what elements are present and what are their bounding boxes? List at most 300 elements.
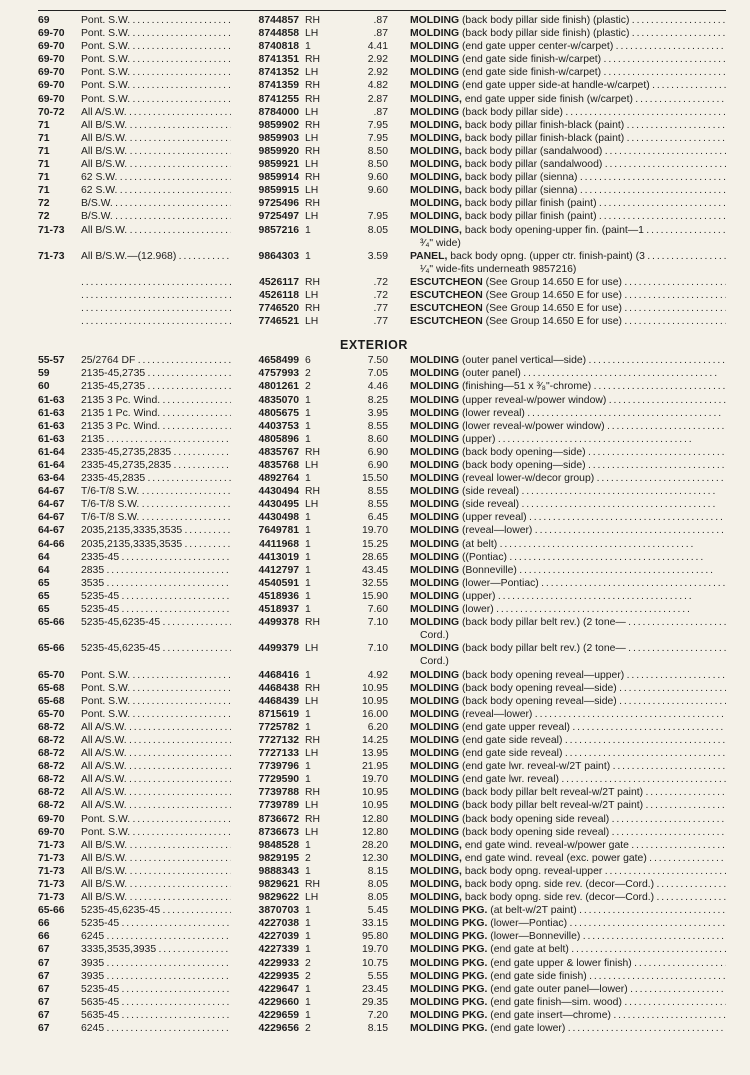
quantity-cell: LH xyxy=(305,67,319,79)
description-line xyxy=(410,93,726,106)
price-cell: 8.05 xyxy=(367,892,388,904)
description-line xyxy=(410,852,726,865)
quantity-cell: 1 xyxy=(305,538,311,550)
description-line xyxy=(410,459,726,472)
part-description: (reveal lower-w/decor group) xyxy=(461,473,595,485)
part-description: back body pillar (sienna) xyxy=(464,185,578,197)
model-cell: T/6-T/8 S.W. . . . xyxy=(81,485,231,498)
price-cell: 10.95 xyxy=(361,800,388,812)
description-line xyxy=(410,538,726,551)
model-cell: All B/S.W. . . . xyxy=(81,878,231,891)
parts-row xyxy=(0,420,750,433)
model-cell: 5635-45 . . . xyxy=(81,1009,231,1022)
part-number-cell: 9859915 xyxy=(258,185,299,197)
part-name: MOLDING xyxy=(410,41,460,53)
part-name: MOLDING PKG. xyxy=(410,996,488,1008)
part-number-cell: 9859920 xyxy=(258,145,299,157)
model-cell: All A/S.W. . . . xyxy=(81,734,231,747)
description-cell xyxy=(410,498,726,511)
model-cell: T/6-T/8 S.W. . . . xyxy=(81,498,231,511)
part-description: (back body pillar belt reveal-w/2T paint) xyxy=(461,787,644,799)
part-number-cell: 9725496 xyxy=(258,198,299,210)
year-cell: 67 xyxy=(38,944,50,956)
part-description: (See Group 14.650 E for use) xyxy=(485,303,622,315)
quantity-cell: 1 xyxy=(305,250,311,262)
quantity-cell: 2 xyxy=(305,970,311,982)
quantity-cell: 1 xyxy=(305,41,311,53)
year-cell: 71-73 xyxy=(38,852,65,864)
model-cell: All B/S.W. . . . xyxy=(81,852,231,865)
part-name: MOLDING xyxy=(410,394,460,406)
model-cell: All B/S.W. . . . xyxy=(81,158,231,171)
part-number-cell: 4227038 xyxy=(258,918,299,930)
model-cell: All B/S.W. . . . xyxy=(81,224,231,237)
description-cell xyxy=(410,551,726,564)
description-line xyxy=(410,485,726,498)
parts-row xyxy=(0,276,750,289)
description-line xyxy=(410,14,726,27)
description-line xyxy=(410,996,726,1009)
parts-row xyxy=(0,14,750,27)
part-description: (See Group 14.650 E for use) xyxy=(485,276,622,288)
price-cell: 33.15 xyxy=(361,918,388,930)
price-cell: 7.95 xyxy=(367,211,388,223)
year-cell: 65-66 xyxy=(38,617,65,629)
parts-row xyxy=(0,79,750,92)
quantity-cell: LH xyxy=(305,695,319,707)
description-cell xyxy=(410,878,726,891)
quantity-cell: LH xyxy=(305,132,319,144)
part-number-cell: 4430498 xyxy=(258,512,299,524)
part-description: (back body opening side reveal) xyxy=(461,826,610,838)
parts-row xyxy=(0,524,750,537)
description-cell xyxy=(410,79,726,92)
model-cell: 2135 3 Pc. Wind. . . . xyxy=(81,394,231,407)
part-name: MOLDING, xyxy=(410,879,462,890)
year-cell: 67 xyxy=(38,983,50,995)
year-cell: 71 xyxy=(38,159,50,171)
year-cell: 71-73 xyxy=(38,250,65,262)
section-gap xyxy=(0,328,750,336)
description-line xyxy=(410,760,726,773)
quantity-cell: 1 xyxy=(305,407,311,419)
description-line xyxy=(410,564,726,577)
part-number-cell: 7739796 xyxy=(258,761,299,773)
parts-row xyxy=(0,957,750,970)
price-cell: 6.90 xyxy=(367,460,388,471)
model-cell: All A/S.W. . . . xyxy=(81,799,231,812)
quantity-cell: 1 xyxy=(305,996,311,1008)
model-cell xyxy=(81,302,231,315)
description-line xyxy=(410,276,726,289)
model-cell: All B/S.W. . . . xyxy=(81,132,231,145)
part-name: MOLDING xyxy=(410,551,460,563)
price-cell: 10.95 xyxy=(361,682,388,694)
part-number-cell: 4229647 xyxy=(258,983,299,995)
quantity-cell: 1 xyxy=(305,224,311,236)
model-cell: Pont. S.W. . . . xyxy=(81,682,231,695)
price-cell: 4.41 xyxy=(367,41,388,53)
model-cell: 3935 . . . xyxy=(81,970,231,983)
price-cell: 28.65 xyxy=(361,551,388,563)
year-cell: 64-67 xyxy=(38,486,65,498)
part-name: MOLDING xyxy=(410,734,460,746)
description-line xyxy=(410,394,726,407)
part-description: (lower—Bonneville) xyxy=(490,931,581,943)
part-name: MOLDING xyxy=(410,708,460,720)
description-cell xyxy=(410,40,726,53)
part-name: MOLDING PKG. xyxy=(410,957,488,969)
price-cell: 6.90 xyxy=(367,446,388,458)
price-cell: 10.75 xyxy=(361,957,388,969)
price-cell: 4.82 xyxy=(367,80,388,92)
part-description: (back body opening side reveal) xyxy=(461,813,610,825)
model-cell: 2335-45,2735,2835 . . . xyxy=(81,446,231,459)
year-cell: 69-70 xyxy=(38,80,65,92)
part-number-cell: 4430494 xyxy=(258,486,299,498)
part-description: (lower reveal) xyxy=(461,407,525,419)
price-cell: 7.95 xyxy=(367,132,388,144)
model-cell xyxy=(81,276,231,289)
part-number-cell: 7739789 xyxy=(258,800,299,812)
model-cell: 2135 1 Pc. Wind. . . . xyxy=(81,407,231,420)
description-line xyxy=(410,695,726,708)
quantity-cell: LH xyxy=(305,460,319,471)
part-number-cell: 4430495 xyxy=(258,499,299,511)
price-cell: 8.55 xyxy=(367,420,388,432)
part-name: MOLDING xyxy=(410,420,460,432)
model-cell: Pont. S.W. . . . xyxy=(81,695,231,708)
price-cell: .72 xyxy=(373,289,388,301)
parts-row xyxy=(0,983,750,996)
year-cell: 65 xyxy=(38,604,50,616)
price-cell: .87 xyxy=(373,15,388,26)
description-cell xyxy=(410,930,726,943)
parts-row xyxy=(0,40,750,53)
description-line xyxy=(410,380,726,393)
year-cell: 64-66 xyxy=(38,538,65,550)
part-number-cell: 7746520 xyxy=(258,303,299,315)
description-line xyxy=(410,315,726,328)
price-cell: .87 xyxy=(373,28,388,40)
parts-row xyxy=(0,970,750,983)
part-name: MOLDING xyxy=(410,538,460,550)
description-line xyxy=(410,420,726,433)
description-cell xyxy=(410,852,726,865)
description-line xyxy=(410,210,726,223)
model-cell: All B/S.W.—(12.968) . . . xyxy=(81,250,231,263)
year-cell: 68-72 xyxy=(38,734,65,746)
parts-row xyxy=(0,145,750,158)
price-cell: 12.80 xyxy=(361,826,388,838)
parts-row xyxy=(0,917,750,930)
part-number-cell: 4468439 xyxy=(258,695,299,707)
description-cell xyxy=(410,865,726,878)
part-description: back body pillar finish (paint) xyxy=(464,211,597,223)
price-cell: 8.55 xyxy=(367,486,388,498)
description-cell xyxy=(410,943,726,956)
year-cell: 61-63 xyxy=(38,394,65,406)
part-name: MOLDING PKG. xyxy=(410,970,488,982)
description-line xyxy=(410,747,726,760)
part-name: MOLDING, xyxy=(410,159,462,171)
description-cell xyxy=(410,747,726,760)
description-cell xyxy=(410,132,726,145)
parts-row xyxy=(0,603,750,616)
price-cell: 7.05 xyxy=(367,368,388,380)
part-number-cell: 9848528 xyxy=(258,839,299,851)
part-description: (back body pillar side) xyxy=(461,106,564,118)
part-name: MOLDING xyxy=(410,643,460,655)
year-cell: 68-72 xyxy=(38,787,65,799)
model-cell xyxy=(81,289,231,302)
model-cell: All B/S.W. . . . xyxy=(81,839,231,852)
model-cell: 2135 3 Pc. Wind. . . . xyxy=(81,420,231,433)
model-cell: All A/S.W. . . . xyxy=(81,773,231,786)
parts-row xyxy=(0,721,750,734)
parts-row xyxy=(0,197,750,210)
model-cell: Pont. S.W. . . . xyxy=(81,826,231,839)
parts-row xyxy=(0,826,750,839)
year-cell: 65-70 xyxy=(38,669,65,681)
price-cell: 8.50 xyxy=(367,159,388,171)
part-name: MOLDING xyxy=(410,604,460,616)
year-cell: 64-67 xyxy=(38,499,65,511)
part-description: (lower—Pontiac) xyxy=(490,918,568,930)
price-cell: 16.00 xyxy=(361,708,388,720)
description-cell xyxy=(410,590,726,603)
quantity-cell: LH xyxy=(305,28,319,40)
part-number-cell: 4805675 xyxy=(258,407,299,419)
parts-row xyxy=(0,760,750,773)
quantity-cell: 1 xyxy=(305,394,311,406)
part-description: back body pillar finish (paint) xyxy=(464,198,597,210)
part-number-cell: 7727133 xyxy=(258,748,299,760)
part-number-cell: 4229933 xyxy=(258,957,299,969)
parts-row xyxy=(0,302,750,315)
model-cell: 5635-45 . . . xyxy=(81,996,231,1009)
year-cell: 69-70 xyxy=(38,813,65,825)
description-line xyxy=(410,66,726,79)
quantity-cell: 2 xyxy=(305,381,311,393)
parts-row xyxy=(0,485,750,498)
part-description: (outer panel vertical—side) xyxy=(461,355,587,367)
quantity-cell: RH xyxy=(305,486,321,498)
year-cell: 67 xyxy=(38,1023,50,1035)
model-cell: 5235-45 . . . xyxy=(81,603,231,616)
parts-row xyxy=(0,773,750,786)
part-description: ((Pontiac) xyxy=(461,551,507,563)
model-cell: 5235-45,6235-45 . . . xyxy=(81,642,231,655)
price-cell: .77 xyxy=(373,316,388,328)
description-cell xyxy=(410,773,726,786)
top-rule xyxy=(38,10,726,11)
year-cell: 71-73 xyxy=(38,839,65,851)
price-cell: 4.46 xyxy=(367,381,388,393)
parts-row xyxy=(0,747,750,760)
price-cell: 8.15 xyxy=(367,1023,388,1035)
quantity-cell: RH xyxy=(305,145,321,157)
year-cell: 67 xyxy=(38,957,50,969)
part-number-cell: 9859902 xyxy=(258,119,299,131)
parts-row xyxy=(0,682,750,695)
parts-row xyxy=(0,891,750,904)
model-cell: 5235-45,6235-45 . . . xyxy=(81,904,231,917)
quantity-cell: RH xyxy=(305,172,321,184)
parts-row xyxy=(0,799,750,812)
price-cell: 14.25 xyxy=(361,734,388,746)
part-number-cell: 9888343 xyxy=(258,865,299,877)
year-cell: 67 xyxy=(38,1009,50,1021)
price-cell: 13.95 xyxy=(361,748,388,760)
part-number-cell: 4229935 xyxy=(258,970,299,982)
year-cell: 61-63 xyxy=(38,433,65,445)
price-cell: 6.20 xyxy=(367,721,388,733)
quantity-cell: LH xyxy=(305,159,319,171)
description-cell xyxy=(410,315,726,328)
part-name: MOLDING xyxy=(410,473,460,485)
quantity-cell: 2 xyxy=(305,368,311,380)
model-cell: 62 S.W. . . . xyxy=(81,171,231,184)
description-cell xyxy=(410,564,726,577)
part-name: MOLDING, xyxy=(410,892,462,904)
model-cell: All B/S.W. . . . xyxy=(81,891,231,904)
description-cell xyxy=(410,184,726,197)
quantity-cell: 1 xyxy=(305,564,311,576)
quantity-cell: 1 xyxy=(305,473,311,485)
quantity-cell: 1 xyxy=(305,669,311,681)
part-name: MOLDING, xyxy=(410,132,462,144)
part-number-cell: 9829195 xyxy=(258,852,299,864)
description-line xyxy=(410,433,726,446)
year-cell: 65 xyxy=(38,577,50,589)
description-line xyxy=(410,250,726,263)
part-number-cell: 8741351 xyxy=(258,54,299,66)
quantity-cell: 1 xyxy=(305,918,311,930)
part-description: back body pillar (sandalwood) xyxy=(464,145,603,157)
description-cell xyxy=(410,734,726,747)
parts-row xyxy=(0,852,750,865)
part-name: MOLDING xyxy=(410,774,460,786)
part-number-cell: 4229656 xyxy=(258,1023,299,1035)
description-line xyxy=(410,132,726,145)
model-cell: 2035,2135,3335,3535 . . . xyxy=(81,538,231,551)
model-cell: 62 S.W. . . . xyxy=(81,184,231,197)
part-number-cell: 8784000 xyxy=(258,106,299,118)
description-cell xyxy=(410,224,726,250)
part-name: MOLDING xyxy=(410,787,460,799)
description-line xyxy=(410,734,726,747)
parts-row xyxy=(0,930,750,943)
part-number-cell: 4658499 xyxy=(258,355,299,367)
part-description: (end gate upper reveal) xyxy=(461,721,570,733)
description-cell xyxy=(410,642,726,668)
quantity-cell: 1 xyxy=(305,551,311,563)
part-description: end gate wind. reveal-w/power gate xyxy=(464,839,629,851)
description-continuation: ³⁄₄" wide) xyxy=(420,237,461,249)
description-line xyxy=(410,603,726,616)
price-cell: 21.95 xyxy=(361,761,388,773)
quantity-cell: 1 xyxy=(305,512,311,524)
part-name: MOLDING xyxy=(410,590,460,602)
parts-row xyxy=(0,904,750,917)
price-cell: 95.80 xyxy=(361,931,388,943)
part-number-cell: 4227339 xyxy=(258,944,299,956)
part-description: (at belt-w/2T paint) xyxy=(490,905,577,917)
part-number-cell: 9725497 xyxy=(258,211,299,223)
description-line xyxy=(410,354,726,367)
quantity-cell: LH xyxy=(305,826,319,838)
year-cell: 69-70 xyxy=(38,826,65,838)
year-cell: 68-72 xyxy=(38,800,65,812)
part-description: (back body pillar side finish) (plastic) xyxy=(461,15,630,26)
description-line xyxy=(410,983,726,996)
price-cell: 7.60 xyxy=(367,604,388,616)
year-cell: 65-68 xyxy=(38,682,65,694)
parts-row xyxy=(0,250,750,276)
part-number-cell: 4801261 xyxy=(258,381,299,393)
model-cell: All A/S.W. . . . xyxy=(81,747,231,760)
year-cell: 71 xyxy=(38,119,50,131)
part-description: back body pillar finish-black (paint) xyxy=(464,119,625,131)
description-cell xyxy=(410,708,726,721)
year-cell: 68-72 xyxy=(38,761,65,773)
parts-row xyxy=(0,184,750,197)
description-cell xyxy=(410,1009,726,1022)
year-cell: 66 xyxy=(38,931,50,943)
part-description: (end gate side finish-w/carpet) xyxy=(461,54,602,66)
parts-row xyxy=(0,590,750,603)
part-number-cell: 8736672 xyxy=(258,813,299,825)
model-cell: All A/S.W. . . . xyxy=(81,721,231,734)
quantity-cell: 1 xyxy=(305,525,311,537)
parts-row xyxy=(0,93,750,106)
description-cell xyxy=(410,171,726,184)
year-cell: 68-72 xyxy=(38,774,65,786)
year-cell: 69-70 xyxy=(38,67,65,79)
price-cell: 7.20 xyxy=(367,1009,388,1021)
parts-row xyxy=(0,407,750,420)
description-line xyxy=(410,577,726,590)
model-cell: 5235-45 . . . xyxy=(81,917,231,930)
part-description: (upper) xyxy=(461,433,496,445)
description-cell xyxy=(410,799,726,812)
part-name: MOLDING xyxy=(410,826,460,838)
part-name: PANEL, xyxy=(410,250,448,262)
part-number-cell: 4540591 xyxy=(258,577,299,589)
part-name: MOLDING xyxy=(410,499,460,511)
price-cell: 19.70 xyxy=(361,944,388,956)
parts-row xyxy=(0,498,750,511)
year-cell: 69-70 xyxy=(38,41,65,53)
description-line xyxy=(410,930,726,943)
description-line xyxy=(410,158,726,171)
parts-row xyxy=(0,119,750,132)
description-line xyxy=(410,145,726,158)
description-line xyxy=(410,813,726,826)
year-cell: 69-70 xyxy=(38,54,65,66)
price-cell: 3.95 xyxy=(367,407,388,419)
description-line xyxy=(410,524,726,537)
part-description: (end gate lwr. reveal) xyxy=(461,774,559,786)
part-description: (end gate at belt) xyxy=(490,944,569,956)
model-cell: Pont. S.W. . . . xyxy=(81,813,231,826)
quantity-cell: LH xyxy=(305,316,319,328)
description-cell xyxy=(410,119,726,132)
parts-row xyxy=(0,171,750,184)
part-description: back body pillar finish-black (paint) xyxy=(464,132,625,144)
year-cell: 68-72 xyxy=(38,721,65,733)
